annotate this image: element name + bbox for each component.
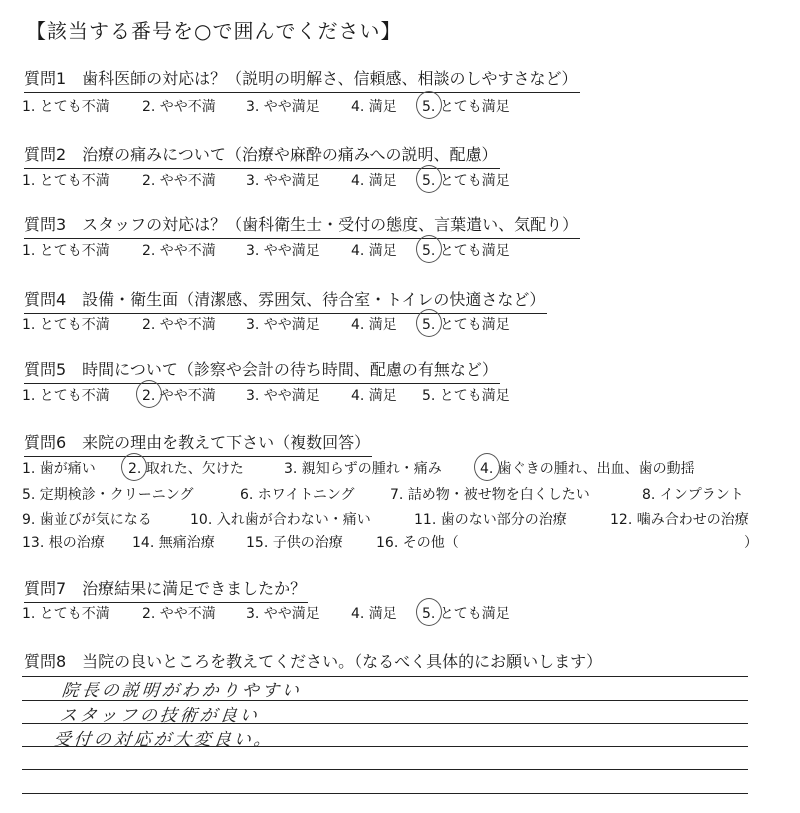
reason-option[interactable]: 15. 子供の治療 — [246, 535, 343, 551]
reason-option[interactable]: 3. 親知らずの腫れ・痛み — [284, 461, 442, 477]
option-1[interactable]: 1. とても不満 — [22, 243, 110, 259]
option-4[interactable]: 4. 満足 — [351, 606, 397, 622]
reason-option[interactable]: 6. ホワイトニング — [240, 487, 355, 503]
option-5[interactable]: 5. とても満足 — [422, 99, 510, 115]
handwritten-answer[interactable]: 院長の説明がわかりやすい — [60, 681, 303, 701]
reason-option[interactable]: 12. 噛み合わせの治療 — [610, 512, 749, 528]
question-8 — [24, 649, 602, 672]
other-close-paren: ） — [744, 535, 758, 551]
answer-circle-mark — [136, 380, 162, 408]
option-1[interactable]: 1. とても不満 — [22, 173, 110, 189]
option-2[interactable]: 2. やや不満 — [142, 317, 216, 333]
option-1[interactable]: 1. とても不満 — [22, 317, 110, 333]
option-5[interactable]: 5. とても満足 — [422, 388, 510, 404]
answer-circle-mark — [416, 309, 442, 337]
question-6 — [24, 430, 372, 457]
answer-line — [22, 793, 748, 794]
answer-circle-mark — [474, 453, 500, 481]
option-2[interactable]: 2. やや不満 — [142, 243, 216, 259]
question-4-title: 質問4 設備・衛生面（清潔感、雰囲気、待合室・トイレの快適さなど） — [24, 287, 547, 314]
option-1[interactable]: 1. とても不満 — [22, 388, 110, 404]
question-5-title: 質問5 時間について（診察や会計の待ち時間、配慮の有無など） — [24, 357, 500, 384]
reason-option[interactable]: 8. インプラント — [642, 487, 744, 503]
handwritten-answer[interactable]: スタッフの技術が良い — [58, 706, 261, 726]
option-4[interactable]: 4. 満足 — [351, 388, 397, 404]
question-1 — [24, 66, 580, 93]
option-4[interactable]: 4. 満足 — [351, 99, 397, 115]
handwritten-answer[interactable]: 受付の対応が大変良い。 — [52, 730, 275, 750]
reason-option[interactable]: 1. 歯が痛い — [22, 461, 96, 477]
option-4[interactable]: 4. 満足 — [351, 243, 397, 259]
option-2[interactable]: 2. やや不満 — [142, 388, 216, 404]
question-7-title: 質問7 治療結果に満足できましたか？ — [24, 576, 308, 603]
option-2[interactable]: 2. やや不満 — [142, 606, 216, 622]
reason-option[interactable]: 5. 定期検診・クリーニング — [22, 487, 194, 503]
question-7 — [24, 576, 308, 603]
reason-option[interactable]: 13. 根の治療 — [22, 535, 105, 551]
option-3[interactable]: 3. やや満足 — [246, 317, 320, 333]
question-2-title: 質問2 治療の痛みについて（治療や麻酔の痛みへの説明、配慮） — [24, 142, 500, 169]
question-3-title: 質問3 スタッフの対応は？（歯科衛生士・受付の態度、言葉遣い、気配り） — [24, 212, 580, 239]
reason-option[interactable]: 14. 無痛治療 — [132, 535, 215, 551]
option-1[interactable]: 1. とても不満 — [22, 606, 110, 622]
option-5[interactable]: 5. とても満足 — [422, 606, 510, 622]
option-5[interactable]: 5. とても満足 — [422, 243, 510, 259]
question-5 — [24, 357, 500, 384]
option-3[interactable]: 3. やや満足 — [246, 606, 320, 622]
option-3[interactable]: 3. やや満足 — [246, 99, 320, 115]
option-2[interactable]: 2. やや不満 — [142, 173, 216, 189]
question-8-title: 質問8 当院の良いところを教えてください。（なるべく具体的にお願いします） — [24, 652, 603, 671]
option-2[interactable]: 2. やや不満 — [142, 99, 216, 115]
option-3[interactable]: 3. やや満足 — [246, 388, 320, 404]
option-3[interactable]: 3. やや満足 — [246, 173, 320, 189]
reason-option[interactable]: 7. 詰め物・被せ物を白くしたい — [390, 487, 590, 503]
option-5[interactable]: 5. とても満足 — [422, 317, 510, 333]
answer-circle-mark — [416, 165, 442, 193]
answer-circle-mark — [121, 453, 147, 481]
reason-option[interactable]: 11. 歯のない部分の治療 — [414, 512, 567, 528]
reason-option[interactable]: 9. 歯並びが気になる — [22, 512, 152, 528]
question-3 — [24, 212, 580, 239]
option-5[interactable]: 5. とても満足 — [422, 173, 510, 189]
reason-option[interactable]: 10. 入れ歯が合わない・痛い — [190, 512, 371, 528]
option-3[interactable]: 3. やや満足 — [246, 243, 320, 259]
question-4 — [24, 287, 547, 314]
answer-circle-mark — [416, 91, 442, 119]
question-1-title: 質問1 歯科医師の対応は？（説明の明解さ、信頼感、相談のしやすさなど） — [24, 66, 580, 93]
reason-option[interactable]: 2. 取れた、欠けた — [128, 461, 244, 477]
reason-option-other[interactable]: 16. その他（ — [376, 535, 459, 551]
instruction-header: 【該当する番号を○で囲んでください】 — [26, 19, 402, 43]
option-4[interactable]: 4. 満足 — [351, 173, 397, 189]
answer-circle-mark — [416, 235, 442, 263]
reason-option[interactable]: 4. 歯ぐきの腫れ、出血、歯の動揺 — [480, 461, 695, 477]
answer-line — [22, 769, 748, 770]
option-1[interactable]: 1. とても不満 — [22, 99, 110, 115]
answer-circle-mark — [416, 598, 442, 626]
option-4[interactable]: 4. 満足 — [351, 317, 397, 333]
question-6-title: 質問6 来院の理由を教えて下さい（複数回答） — [24, 430, 372, 457]
